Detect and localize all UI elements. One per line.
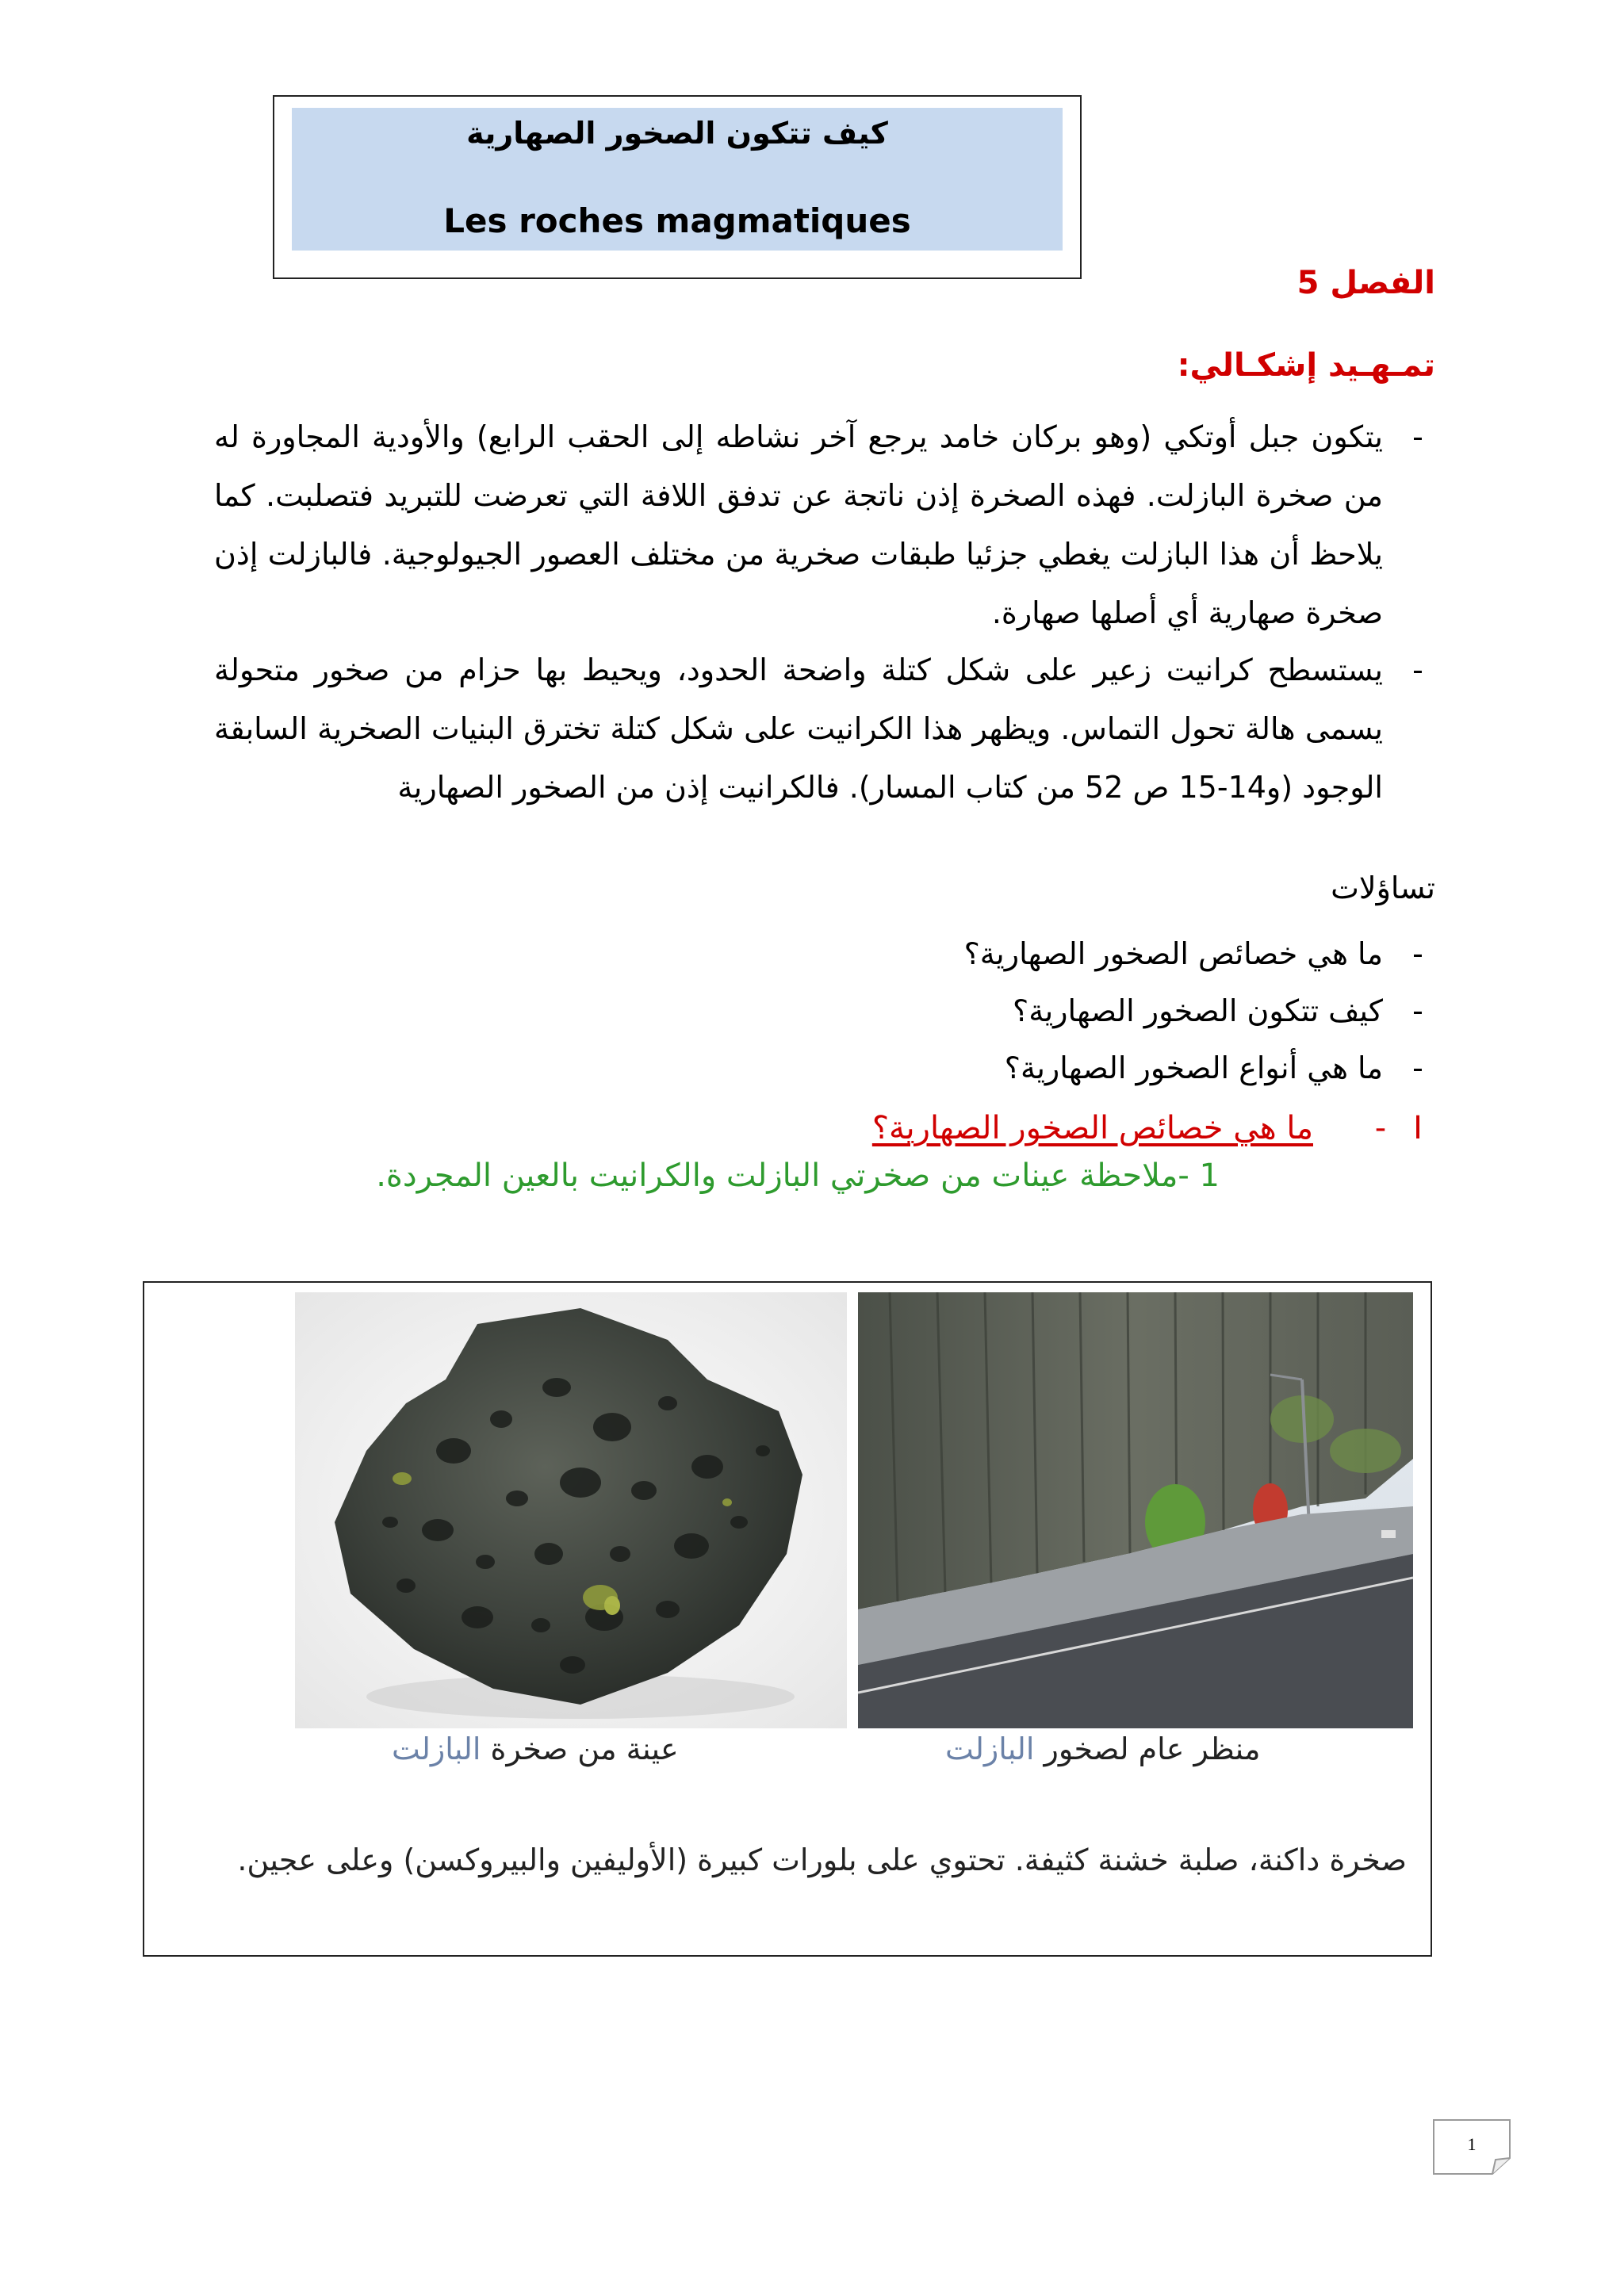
intro-bullet <box>214 641 1435 817</box>
bullet-dash: - <box>1412 419 1423 454</box>
title-background <box>292 108 1063 251</box>
caption-basalt-cliff <box>945 1732 1260 1766</box>
question-item <box>1013 983 1435 1039</box>
title-arabic: كيف تتكون الصخور الصهارية <box>466 116 888 151</box>
bullet-dash: - <box>1412 652 1423 687</box>
chapter-label: الفصل 5 <box>1297 265 1435 301</box>
question-item <box>1005 1040 1435 1096</box>
figure-box <box>143 1281 1432 1957</box>
bullet-dash: - <box>1412 1050 1423 1085</box>
page-number-box <box>1432 2118 1511 2175</box>
title-french: Les roches magmatiques <box>443 201 911 240</box>
question-text: ما هي خصائص الصخور الصهارية؟ <box>963 936 1383 971</box>
title-box <box>273 95 1082 279</box>
intro-bullet <box>214 408 1435 642</box>
caption-highlight: البازلت <box>945 1732 1035 1766</box>
section-dash: - <box>1374 1110 1387 1146</box>
basalt-sample-photo <box>295 1292 847 1728</box>
questions-label: تساؤلات <box>1331 871 1435 905</box>
caption-text: عينة من صخرة <box>490 1732 679 1766</box>
section-title: ما هي خصائص الصخور الصهارية؟ <box>871 1110 1313 1146</box>
question-text: ما هي أنواع الصخور الصهارية؟ <box>1004 1050 1383 1085</box>
section-heading <box>872 1100 1435 1156</box>
page-number: 1 <box>1467 2134 1477 2154</box>
question-item <box>964 926 1435 982</box>
intro-paragraph: يتكون جبل أوتكي (وهو بركان خامد يرجع آخر نشاطه إلى الحقب الرابع) والأودية المجاورة له من صخرة البازلت. فهذه الصخرة إذن ناتجة عن تدفق اللافة التي تعرضت للتبريد فتصلبت. كما يلاحظ أن هذا البازلت يغطي جزئيا طبقات صخرية من مختلف العصور الجيولوجية. فالبازلت إذن صخرة صهارية أي أصلها صهارة. <box>214 419 1383 630</box>
section-numeral: I <box>1413 1110 1423 1146</box>
bullet-dash: - <box>1412 993 1423 1028</box>
caption-highlight: البازلت <box>392 1732 481 1766</box>
question-text: كيف تتكون الصخور الصهارية؟ <box>1013 993 1383 1028</box>
caption-text: منظر عام لصخور <box>1044 1732 1261 1766</box>
bullet-dash: - <box>1412 936 1423 971</box>
intro-paragraph: يستسطح كرانيت زعير على شكل كتلة واضحة الحدود، ويحيط بها حزام من صخور متحولة يسمى هالة تحول التماس. ويظهر هذا الكرانيت على شكل كتلة تخترق البنيات الصخرية السابقة الوجود (و14-15 ص 52 من كتاب المسار). فالكرانيت إذن من الصخور الصهارية <box>214 652 1383 805</box>
basalt-cliff-photo <box>858 1292 1413 1728</box>
figure-description: صخرة داكنة، صلبة خشنة كثيفة. تحتوي على بلورات كبيرة (الأوليفين والبيروكسن) وعلى عجين. <box>237 1843 1407 1877</box>
caption-basalt-sample <box>392 1732 679 1766</box>
subsection-title: 1 -ملاحظة عينات من صخرتي البازلت والكرانيت بالعين المجردة. <box>376 1158 1220 1194</box>
intro-heading: تمـهـيد إشكـالي: <box>1177 347 1435 384</box>
